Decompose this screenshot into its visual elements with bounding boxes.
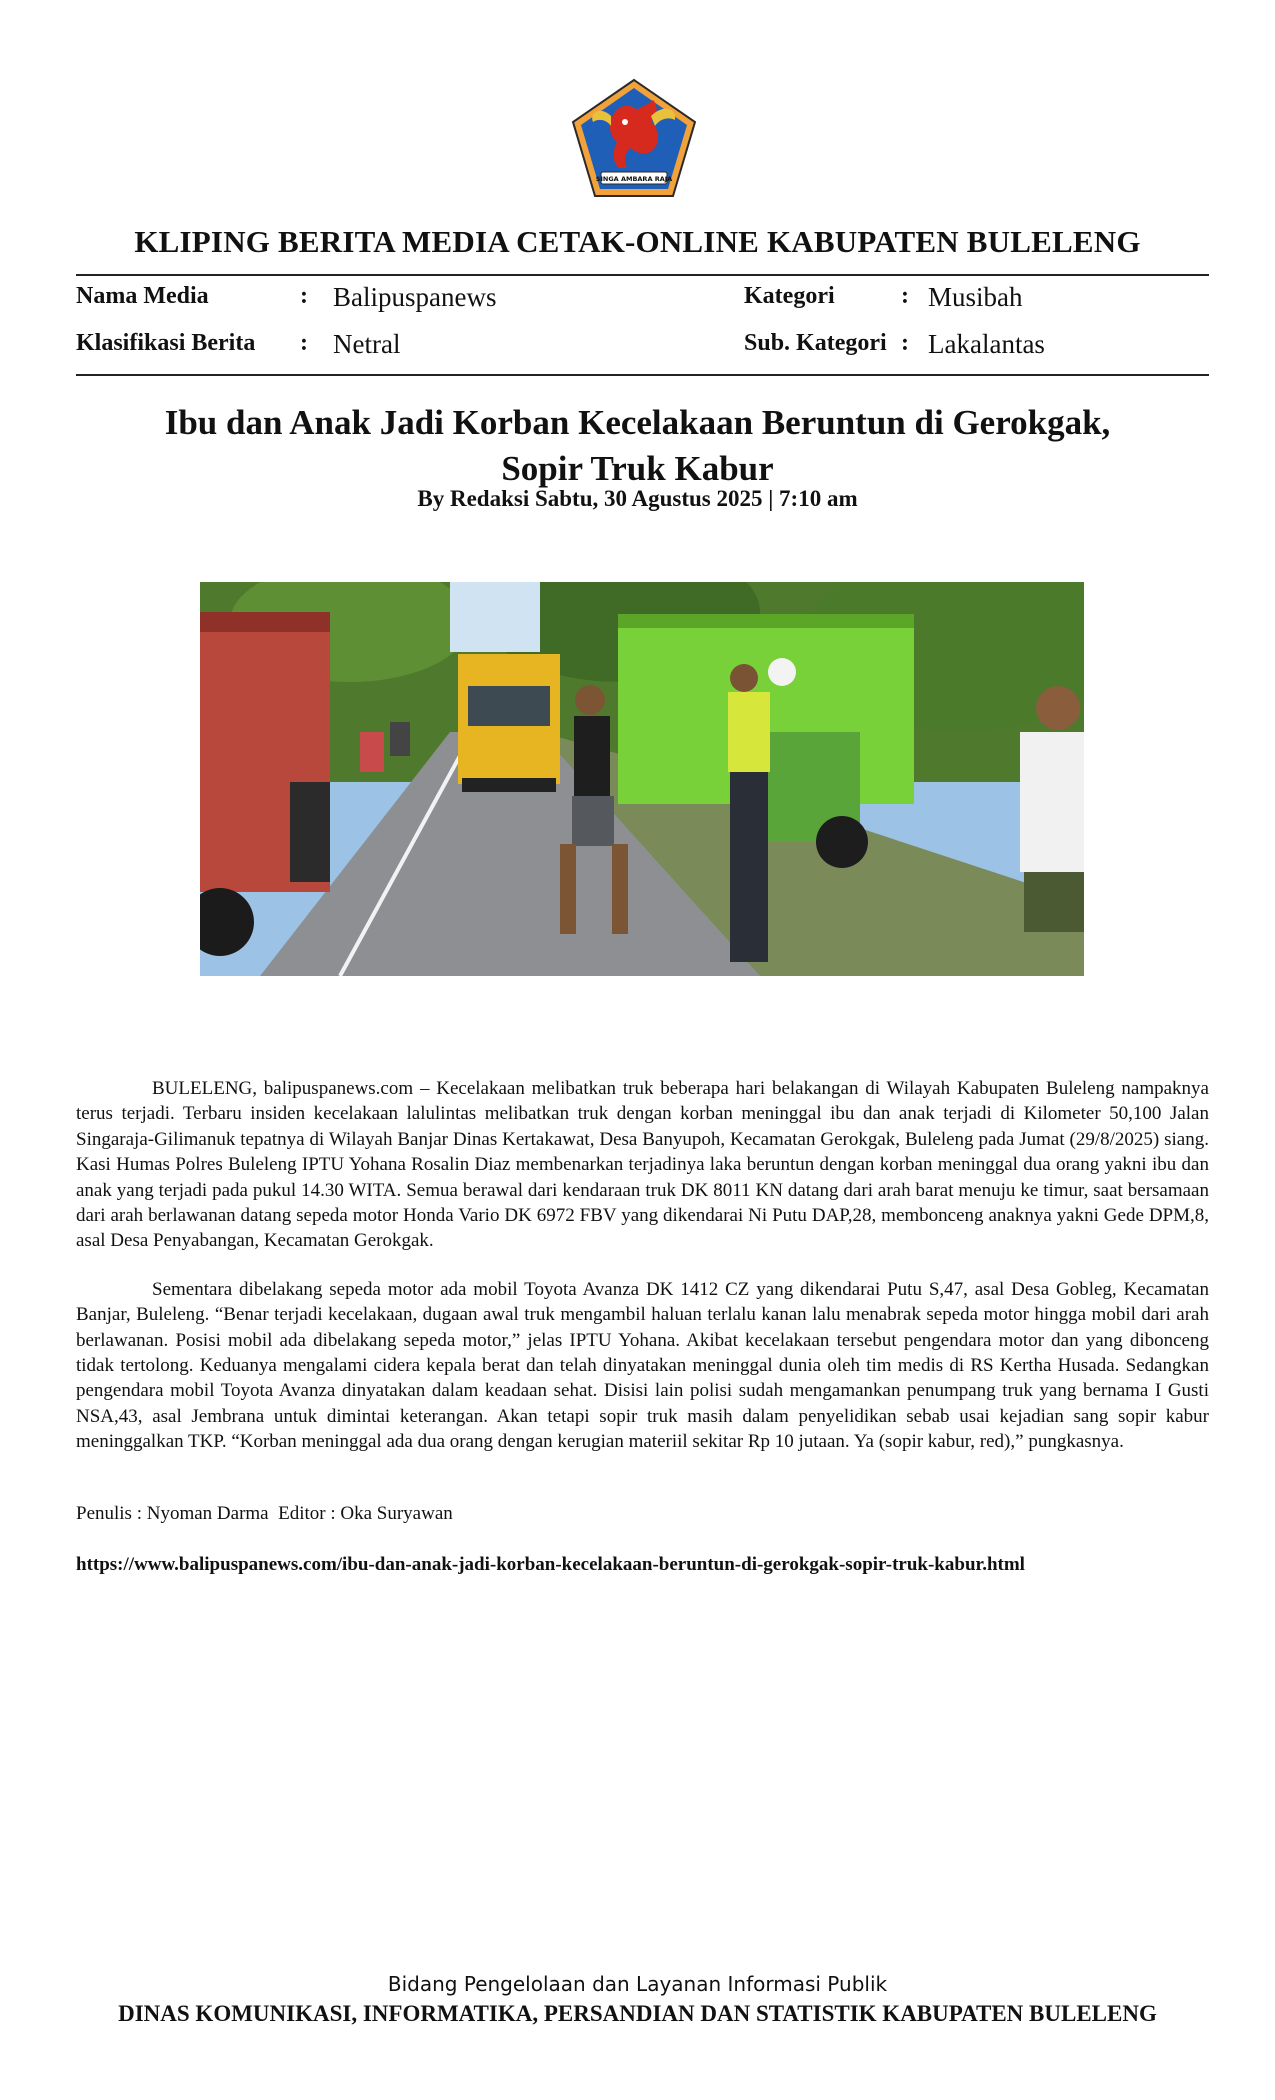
subcategory-colon: : xyxy=(901,330,909,356)
source-url-link[interactable]: https://www.balipuspanews.com/ibu-dan-anak-jadi-korban-kecelakaan-beruntun-di-gerokgak-sopir-truk-kabur.html xyxy=(76,1554,1025,1575)
media-name-value: Balipuspanews xyxy=(333,282,497,312)
clipping-header-title: KLIPING BERITA MEDIA CETAK-ONLINE KABUPATEN BULELENG xyxy=(134,224,1141,259)
header-top-divider xyxy=(76,274,1209,276)
article-paragraph-2: Sementara dibelakang sepeda motor ada mobil Toyota Avanza DK 1412 CZ yang dikendarai Putu S,47, asal Desa Gobleg, Kecamatan Banjar, Buleleng. “Benar terjadi kecelakaan, dugaan awal truk mengambil haluan terlalu kanan lalu menabrak sepeda motor hingga mobil dari arah berlawanan. Posisi mobil ada dibelakang sepeda motor,” jelas IPTU Yohana. Akibat kecelakaan tersebut pengendara motor dan yang dibonceng tidak tertolong. Keduanya mengalami cidera kepala berat dan telah dinyatakan meninggal dunia oleh tim medis di RS Kertha Husada. Sedangkan pengendara mobil Toyota Avanza dinyatakan dalam keadaan sehat. Disisi lain polisi sudah mengamankan penumpang truk yang bernama I Gusti NSA,43, asal Jembrana untuk dimintai keterangan. Akan tetapi sopir truk masih dalam penyelidikan sebab usai kejadian sang sopir kabur meninggalkan TKP. “Korban meninggal ada dua orang dengan kerugian materiil sekitar Rp 10 jutaan. Ya (sopir kabur, red),” pungkasnya. xyxy=(76,1278,1209,1453)
classification-value: Netral xyxy=(333,329,401,359)
logo-motto-text: SINGA AMBARA RAJA xyxy=(595,175,673,183)
buleleng-emblem-logo xyxy=(567,76,701,200)
article-title-line2: Sopir Truk Kabur xyxy=(501,449,774,488)
article-credits: Penulis : Nyoman Darma Editor : Oka Suryawan xyxy=(76,1503,453,1524)
accident-scene-photo xyxy=(200,582,1084,976)
article-paragraph-1: BULELENG, balipuspanews.com – Kecelakaan melibatkan truk beberapa hari belakangan di Wilayah Kabupaten Buleleng nampaknya terus terjadi. Terbaru insiden kecelakaan lalulintas melibatkan truk dengan korban meninggal ibu dan anak terjadi di Kilometer 50,100 Jalan Singaraja-Gilimanuk tepatnya di Wilayah Banjar Dinas Kertakawat, Desa Banyupoh, Kecamatan Gerokgak, Buleleng pada Jumat (29/8/2025) siang. Kasi Humas Polres Buleleng IPTU Yohana Rosalin Diaz membenarkan terjadinya laka beruntun dengan korban meninggal dua orang yakni ibu dan anak yang terjadi pada pukul 14.30 WITA. Semua berawal dari kendaraan truk DK 8011 KN datang dari arah barat menuju ke timur, saat bersamaan dari arah berlawanan datang sepeda motor Honda Vario DK 6972 FBV yang dikendarai Ni Putu DAP,28, membonceng anaknya yakni Gede DPM,8, asal Desa Penyabangan, Kecamatan Gerokgak. xyxy=(76,1078,1209,1252)
footer-agency: DINAS KOMUNIKASI, INFORMATIKA, PERSANDIAN DAN STATISTIK KABUPATEN BULELENG xyxy=(118,2001,1157,2026)
subcategory-value: Lakalantas xyxy=(928,329,1045,359)
category-label: Kategori xyxy=(744,283,835,309)
footer-division: Bidang Pengelolaan dan Layanan Informasi Publik xyxy=(387,1972,888,1996)
classification-colon: : xyxy=(300,330,308,356)
media-name-label: Nama Media xyxy=(76,283,209,309)
header-bottom-divider xyxy=(76,374,1209,376)
category-value: Musibah xyxy=(928,282,1023,312)
subcategory-label: Sub. Kategori xyxy=(744,330,887,356)
article-byline: By Redaksi Sabtu, 30 Agustus 2025 | 7:10 am xyxy=(417,486,858,511)
media-name-colon: : xyxy=(300,283,308,309)
article-title xyxy=(120,400,1155,492)
article-body xyxy=(76,1076,1209,1478)
classification-label: Klasifikasi Berita xyxy=(76,330,256,356)
category-colon: : xyxy=(901,283,909,309)
article-title-line1: Ibu dan Anak Jadi Korban Kecelakaan Beruntun di Gerokgak, xyxy=(164,403,1111,442)
